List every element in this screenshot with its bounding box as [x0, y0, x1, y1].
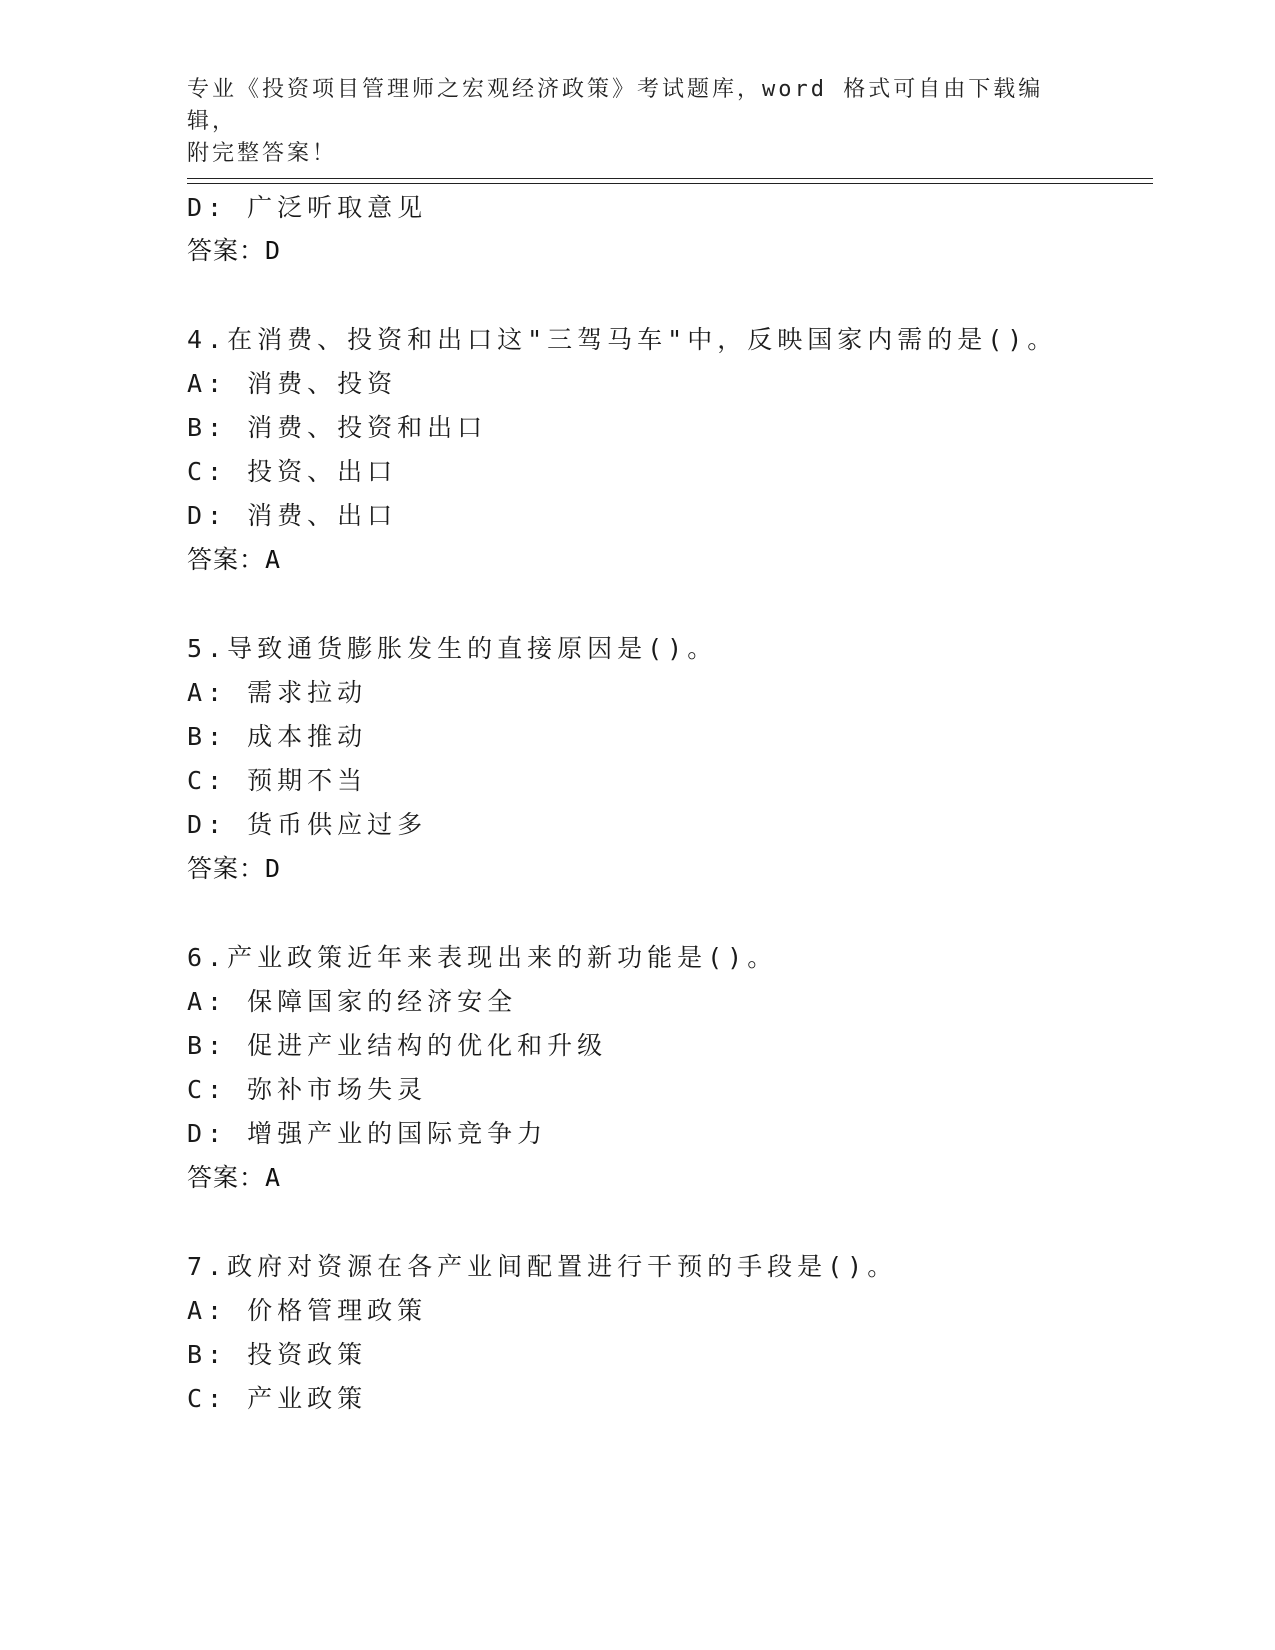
question-answer — [187, 854, 281, 884]
option-c: C: 预期不当 — [187, 766, 368, 795]
header-line-2: 附完整答案！ — [187, 141, 338, 166]
option-b: B: 投资政策 — [187, 1340, 368, 1369]
option-b: B: 消费、投资和出口 — [187, 413, 488, 442]
option-a: A: 需求拉动 — [187, 678, 368, 707]
option-a: A: 保障国家的经济安全 — [187, 987, 518, 1016]
option-d: D: 增强产业的国际竞争力 — [187, 1119, 548, 1148]
question-answer — [187, 545, 281, 575]
prev-option-d: D: 广泛听取意见 — [187, 193, 428, 222]
prev-answer — [187, 236, 281, 266]
option-d: D: 消费、出口 — [187, 501, 398, 530]
answer-value: A — [265, 545, 282, 574]
option-b: B: 成本推动 — [187, 722, 368, 751]
question-stem: 7.政府对资源在各产业间配置进行干预的手段是()。 — [187, 1252, 898, 1281]
option-b: B: 促进产业结构的优化和升级 — [187, 1031, 608, 1060]
question-stem: 4.在消费、投资和出口这"三驾马车"中，反映国家内需的是()。 — [187, 325, 1058, 354]
header-divider-bottom — [187, 183, 1153, 184]
question-stem: 5.导致通货膨胀发生的直接原因是()。 — [187, 634, 718, 663]
answer-label: 答案： — [187, 236, 266, 265]
option-a: A: 价格管理政策 — [187, 1296, 428, 1325]
header-line-1: 专业《投资项目管理师之宏观经济政策》考试题库，word 格式可自由下载编辑， — [187, 77, 1044, 134]
option-c: C: 产业政策 — [187, 1384, 368, 1413]
option-c: C: 投资、出口 — [187, 457, 398, 486]
answer-value: D — [265, 236, 282, 265]
answer-label: 答案： — [187, 1163, 266, 1192]
question-answer — [187, 1163, 281, 1193]
answer-label: 答案： — [187, 854, 266, 883]
option-d: D: 货币供应过多 — [187, 810, 428, 839]
option-a: A: 消费、投资 — [187, 369, 398, 398]
answer-value: D — [265, 854, 282, 883]
question-stem: 6.产业政策近年来表现出来的新功能是()。 — [187, 943, 778, 972]
option-c: C: 弥补市场失灵 — [187, 1075, 428, 1104]
answer-value: A — [265, 1163, 282, 1192]
header-divider-top — [187, 178, 1153, 179]
document-header — [187, 74, 1087, 170]
answer-label: 答案： — [187, 545, 266, 574]
